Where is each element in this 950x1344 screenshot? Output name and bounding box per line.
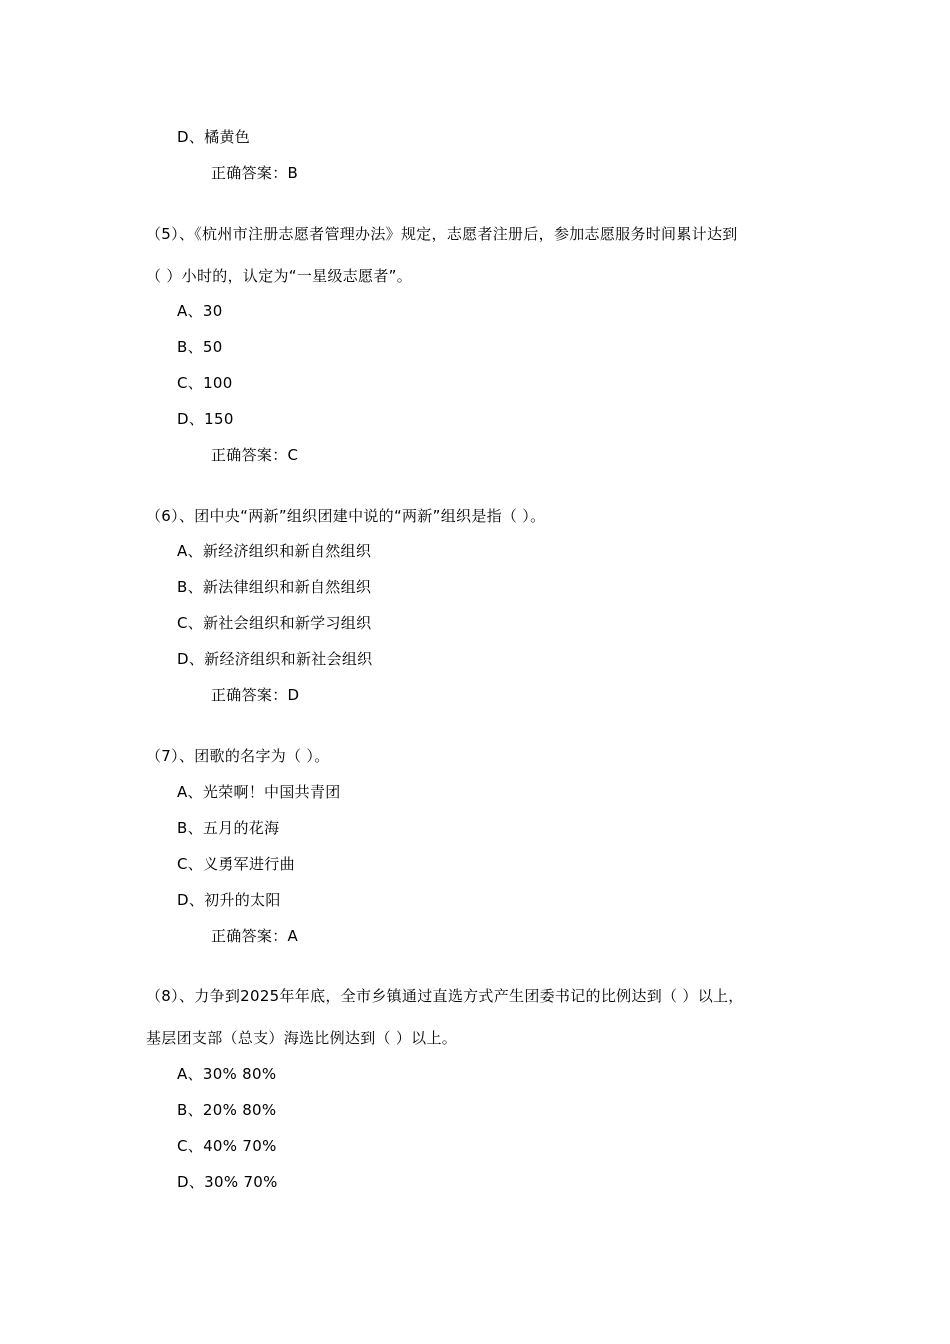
correct-answer: 正确答案：C bbox=[211, 446, 299, 464]
option-d: D、橘黄色 bbox=[177, 128, 251, 146]
option-b: B、50 bbox=[177, 338, 223, 356]
option-b: B、五月的花海 bbox=[177, 819, 280, 837]
option-d: D、初升的太阳 bbox=[177, 891, 281, 909]
question-8-text: （8）、力争到2025年年底，全市乡镇通过直选方式产生团委书记的比例达到（ ）以上， bbox=[146, 987, 744, 1005]
correct-answer: 正确答案：B bbox=[211, 164, 299, 182]
option-a: A、光荣啊！中国共青团 bbox=[177, 783, 341, 801]
option-a: A、30% 80% bbox=[177, 1065, 277, 1083]
correct-answer: 正确答案：D bbox=[211, 686, 300, 704]
option-c: C、100 bbox=[177, 374, 233, 392]
question-5-text: （5）、《杭州市注册志愿者管理办法》规定，志愿者注册后，参加志愿服务时间累计达到 bbox=[146, 225, 738, 243]
option-a: A、新经济组织和新自然组织 bbox=[177, 542, 372, 560]
option-c: C、义勇军进行曲 bbox=[177, 855, 295, 873]
option-b: B、新法律组织和新自然组织 bbox=[177, 578, 372, 596]
option-c: C、新社会组织和新学习组织 bbox=[177, 614, 372, 632]
correct-answer: 正确答案：A bbox=[211, 927, 299, 945]
question-8-text-cont: 基层团支部（总支）海选比例达到（ ）以上。 bbox=[146, 1029, 458, 1047]
option-d: D、新经济组织和新社会组织 bbox=[177, 650, 373, 668]
option-a: A、30 bbox=[177, 302, 223, 320]
question-7-text: （7）、团歌的名字为（ ）。 bbox=[146, 747, 330, 765]
question-6-text: （6）、团中央“两新”组织团建中说的“两新”组织是指（ ）。 bbox=[146, 507, 546, 525]
option-c: C、40% 70% bbox=[177, 1137, 277, 1155]
option-d: D、30% 70% bbox=[177, 1173, 278, 1191]
option-d: D、150 bbox=[177, 410, 234, 428]
question-5-text-cont: （ ）小时的，认定为“一星级志愿者”。 bbox=[146, 267, 413, 285]
option-b: B、20% 80% bbox=[177, 1101, 277, 1119]
